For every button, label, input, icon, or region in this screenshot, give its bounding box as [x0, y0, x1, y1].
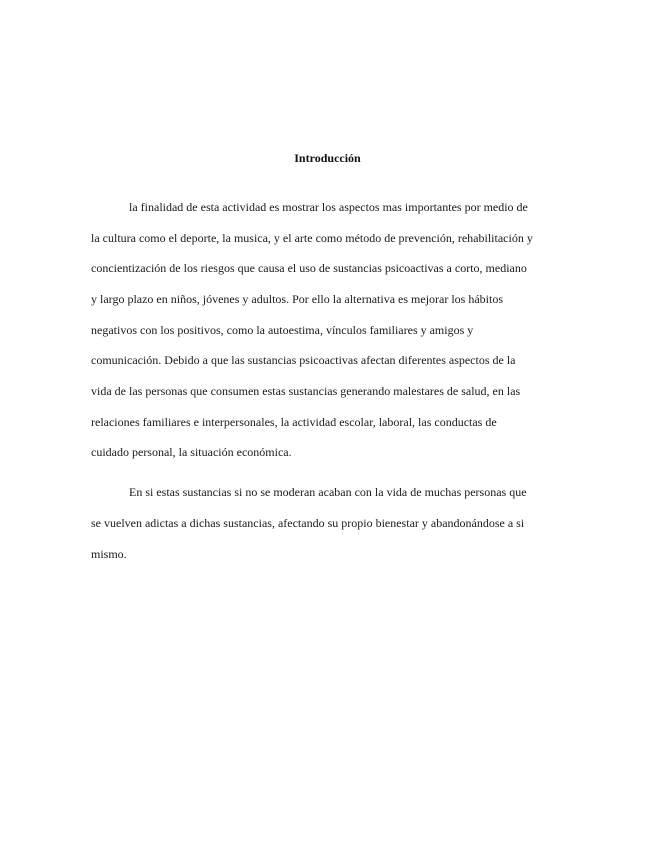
page-title: Introducción	[294, 151, 361, 165]
text-line: cuidado personal, la situación económica.	[91, 445, 292, 459]
text-line: la cultura como el deporte, la musica, y el arte como método de prevención, rehabilitación y	[91, 231, 533, 245]
text-line: En si estas sustancias si no se moderan acaban con la vida de muchas personas que	[129, 485, 527, 499]
text-line: relaciones familiares e interpersonales, la actividad escolar, laboral, las conductas de	[91, 415, 497, 429]
text-line: negativos con los positivos, como la autoestima, vínculos familiares y amigos y	[91, 323, 474, 337]
text-line: mismo.	[91, 547, 127, 561]
text-line: comunicación. Debido a que las sustancias psicoactivas afectan diferentes aspectos de la	[91, 353, 516, 367]
text-line: y largo plazo en niños, jóvenes y adultos. Por ello la alternativa es mejorar los hábitos	[91, 292, 504, 306]
text-line: vida de las personas que consumen estas sustancias generando malestares de salud, en las	[91, 384, 521, 398]
text-line: concientización de los riesgos que causa el uso de sustancias psicoactivas a corto, mediano	[91, 261, 527, 275]
text-line: se vuelven adictas a dichas sustancias, afectando su propio bienestar y abandonándose a si	[91, 516, 525, 530]
text-line: la finalidad de esta actividad es mostrar los aspectos mas importantes por medio de	[129, 200, 528, 214]
